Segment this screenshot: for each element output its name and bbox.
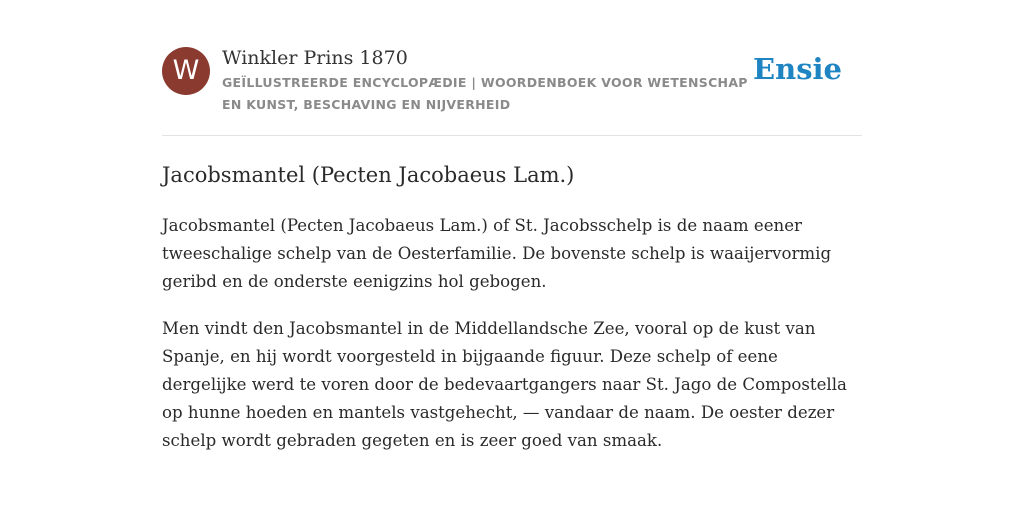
- source-header: [162, 45, 862, 117]
- source-title[interactable]: Winkler Prins 1870: [222, 47, 408, 69]
- article-body: [162, 212, 862, 474]
- article-paragraph: Jacobsmantel (Pecten Jacobaeus Lam.) of St. Jacobsschelp is de naam eener tweeschalige schelp van de Oesterfamilie. De bovenste schelp is waaijervormig geribd en de onderste eenigzins hol gebogen.: [162, 216, 832, 291]
- ensie-logo[interactable]: Ensie: [753, 52, 842, 86]
- source-avatar[interactable]: W: [162, 47, 210, 95]
- article-title: Jacobsmantel (Pecten Jacobaeus Lam.): [162, 163, 575, 187]
- source-subtitle: GEÏLLUSTREERDE ENCYCLOPÆDIE | WOORDENBOEK VOOR WETENSCHAP EN KUNST, BESCHAVING EN NIJVERHEID: [222, 75, 748, 112]
- article-paragraph: Men vindt den Jacobsmantel in de Middellandsche Zee, vooral op de kust van Spanje, en hij wordt voorgesteld in bijgaande figuur. Deze schelp of eene dergelijke werd te voren door de bedevaartgangers naar St. Jago de Compostella op hunne hoeden en mantels vastgehecht, — vandaar de naam. De oester dezer schelp wordt gebraden gegeten en is zeer goed van smaak.: [162, 319, 847, 450]
- header-divider: [162, 135, 862, 136]
